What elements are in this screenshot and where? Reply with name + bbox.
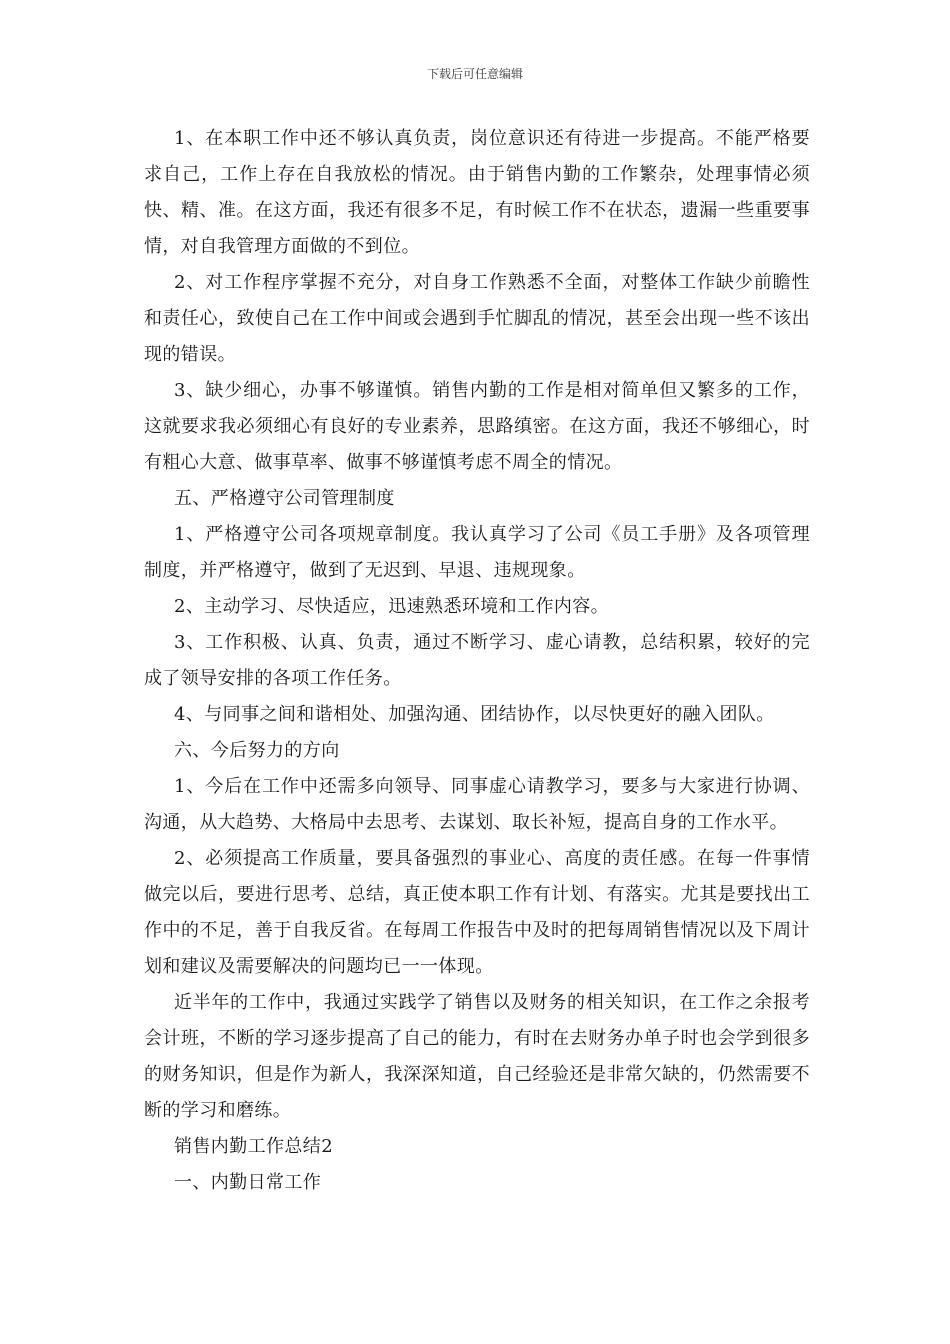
paragraph-11: 2、必须提高工作质量，要具备强烈的事业心、高度的责任感。在每一件事情做完以后，要进行思考、总结，真正使本职工作有计划、有落实。尤其是要找出工作中的不足，善于自我反省。在每周工作报告中及时的把每周销售情况以及下周计划和建议及需要解决的问题均已一一体现。 — [144, 848, 810, 977]
paragraph-7: 3、工作积极、认真、负责，通过不断学习、虚心请教，总结积累，较好的完成了领导安排的各项工作任务。 — [144, 632, 810, 689]
section-heading-1: 一、内勤日常工作 — [174, 1172, 322, 1193]
page-header: 下载后可任意编辑 — [426, 67, 523, 81]
document-body — [144, 121, 810, 1201]
paragraph-5: 1、严格遵守公司各项规章制度。我认真学习了公司《员工手册》及各项管理制度，并严格遵守，做到了无迟到、早退、违规现象。 — [144, 524, 810, 581]
paragraph-1: 1、在本职工作中还不够认真负责，岗位意识还有待进一步提高。不能严格要求自己，工作上存在自我放松的情况。由于销售内勤的工作繁杂，处理事情必须快、精、准。在这方面，我还有很多不足，有时候工作不在状态，遗漏一些重要事情，对自我管理方面做的不到位。 — [144, 128, 810, 257]
paragraph-12: 近半年的工作中，我通过实践学了销售以及财务的相关知识，在工作之余报考会计班，不断的学习逐步提高了自己的能力，有时在去财务办单子时也会学到很多的财务知识，但是作为新人，我深深知道，自己经验还是非常欠缺的，仍然需要不断的学习和磨练。 — [144, 992, 810, 1121]
paragraph-6: 2、主动学习、尽快适应，迅速熟悉环境和工作内容。 — [174, 596, 610, 617]
paragraph-3: 3、缺少细心，办事不够谨慎。销售内勤的工作是相对简单但又繁多的工作，这就要求我必须细心有良好的专业素养，思路缜密。在这方面，我还不够细心，时有粗心大意、做事草率、做事不够谨慎考虑不周全的情况。 — [144, 380, 810, 473]
section-heading-5: 五、严格遵守公司管理制度 — [174, 488, 395, 509]
section-heading-6: 六、今后努力的方向 — [174, 740, 340, 761]
document-title-2: 销售内勤工作总结2 — [174, 1136, 334, 1157]
paragraph-10: 1、今后在工作中还需多向领导、同事虚心请教学习，要多与大家进行协调、沟通，从大趋势、大格局中去思考、去谋划、取长补短，提高自身的工作水平。 — [144, 776, 810, 833]
paragraph-2: 2、对工作程序掌握不充分，对自身工作熟悉不全面，对整体工作缺少前瞻性和责任心，致使自己在工作中间或会遇到手忙脚乱的情况，甚至会出现一些不该出现的错误。 — [144, 272, 810, 365]
paragraph-8: 4、与同事之间和谐相处、加强沟通、团结协作，以尽快更好的融入团队。 — [174, 704, 775, 725]
